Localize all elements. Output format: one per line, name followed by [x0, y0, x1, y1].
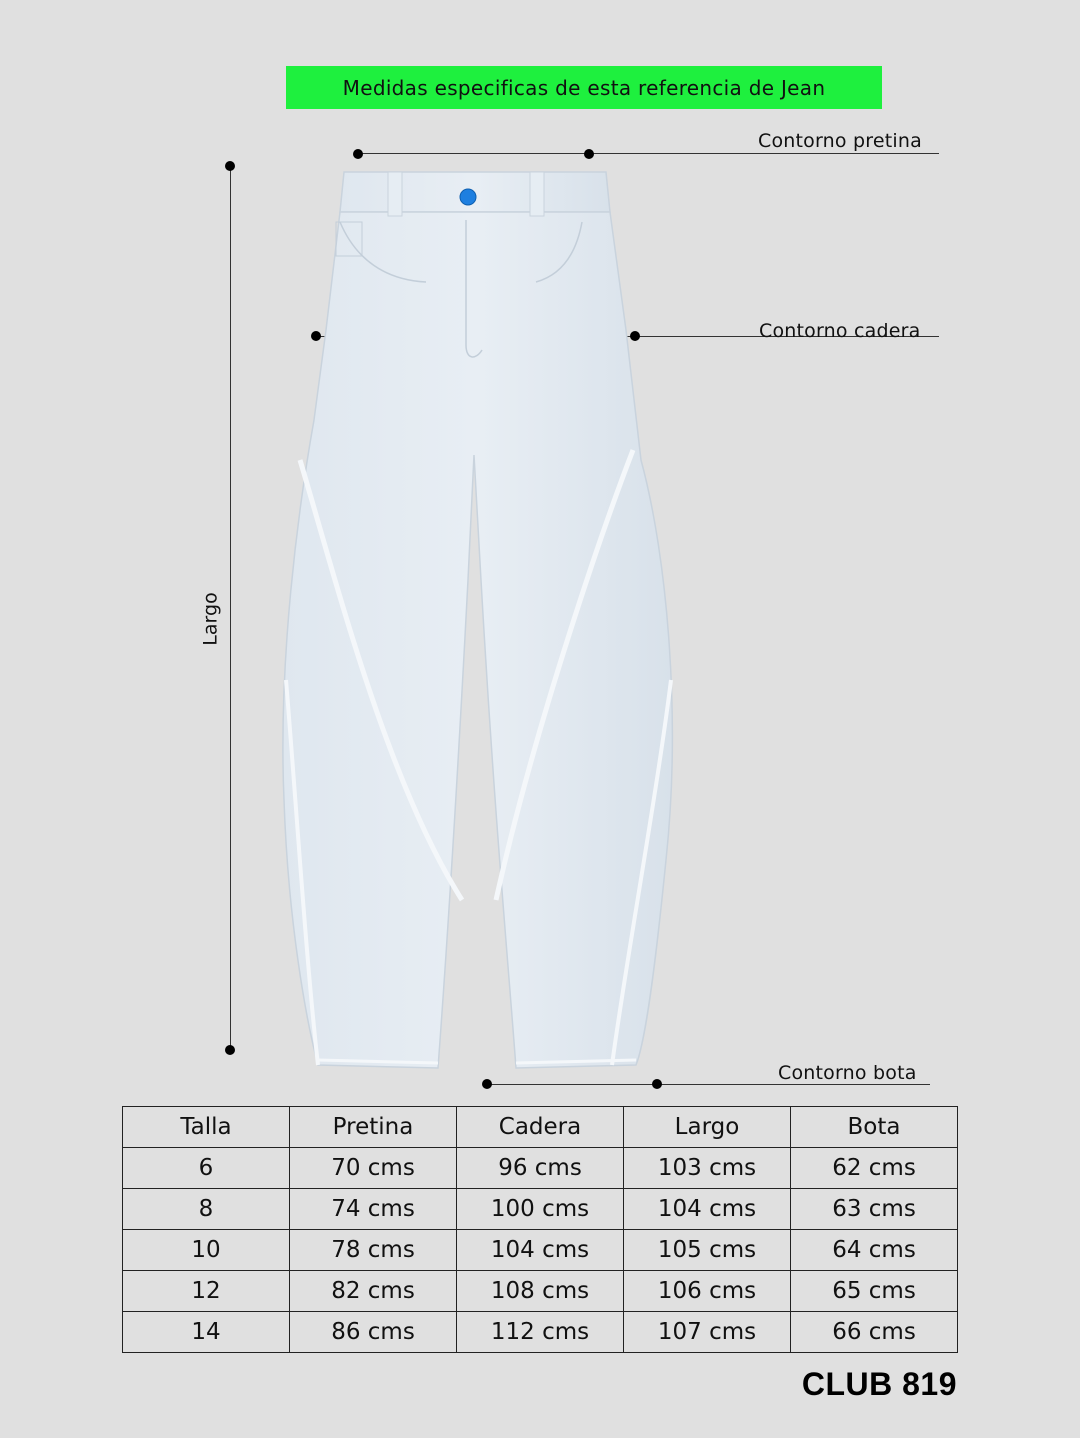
cell-pretina: 70 cms	[290, 1148, 457, 1189]
length-label: Largo	[199, 592, 222, 646]
cell-cadera: 100 cms	[457, 1189, 624, 1230]
cell-bota: 63 cms	[791, 1189, 958, 1230]
cell-pretina: 78 cms	[290, 1230, 457, 1271]
hem-dot-left	[482, 1079, 492, 1089]
hem-label: Contorno bota	[778, 1062, 917, 1084]
cell-bota: 66 cms	[791, 1312, 958, 1353]
cell-pretina: 74 cms	[290, 1189, 457, 1230]
title-banner	[286, 66, 882, 109]
cell-largo: 106 cms	[624, 1271, 791, 1312]
hem-guide-line	[487, 1084, 930, 1085]
cell-talla: 8	[123, 1189, 290, 1230]
hem-dot-right	[652, 1079, 662, 1089]
cell-cadera: 96 cms	[457, 1148, 624, 1189]
waist-guide-line	[358, 153, 939, 154]
cell-talla: 14	[123, 1312, 290, 1353]
cell-cadera: 104 cms	[457, 1230, 624, 1271]
header-cadera: Cadera	[457, 1107, 624, 1148]
hip-label: Contorno cadera	[759, 320, 921, 342]
brand-logo: CLUB 819	[801, 1366, 957, 1402]
waist-dot-left	[353, 149, 363, 159]
table-row	[123, 1312, 958, 1353]
cell-bota: 62 cms	[791, 1148, 958, 1189]
cell-talla: 12	[123, 1271, 290, 1312]
cell-cadera: 112 cms	[457, 1312, 624, 1353]
table-row	[123, 1271, 958, 1312]
header-pretina: Pretina	[290, 1107, 457, 1148]
cell-bota: 65 cms	[791, 1271, 958, 1312]
jeans-image	[276, 160, 696, 1075]
cell-talla: 6	[123, 1148, 290, 1189]
table-row	[123, 1189, 958, 1230]
cell-pretina: 86 cms	[290, 1312, 457, 1353]
length-guide-line	[230, 166, 231, 1050]
cell-talla: 10	[123, 1230, 290, 1271]
size-table	[122, 1106, 958, 1353]
waist-dot-right	[584, 149, 594, 159]
cell-largo: 104 cms	[624, 1189, 791, 1230]
cell-largo: 105 cms	[624, 1230, 791, 1271]
cell-largo: 103 cms	[624, 1148, 791, 1189]
cell-largo: 107 cms	[624, 1312, 791, 1353]
button-detail	[460, 189, 476, 205]
table-header-row	[123, 1107, 958, 1148]
length-dot-bottom	[225, 1045, 235, 1055]
cell-cadera: 108 cms	[457, 1271, 624, 1312]
waist-label: Contorno pretina	[758, 130, 922, 152]
length-dot-top	[225, 161, 235, 171]
table-row	[123, 1230, 958, 1271]
cell-bota: 64 cms	[791, 1230, 958, 1271]
banner-title: Medidas especificas de esta referencia de Jean	[342, 75, 826, 100]
cell-pretina: 82 cms	[290, 1271, 457, 1312]
header-largo: Largo	[624, 1107, 791, 1148]
header-talla: Talla	[123, 1107, 290, 1148]
header-bota: Bota	[791, 1107, 958, 1148]
table-row	[123, 1148, 958, 1189]
